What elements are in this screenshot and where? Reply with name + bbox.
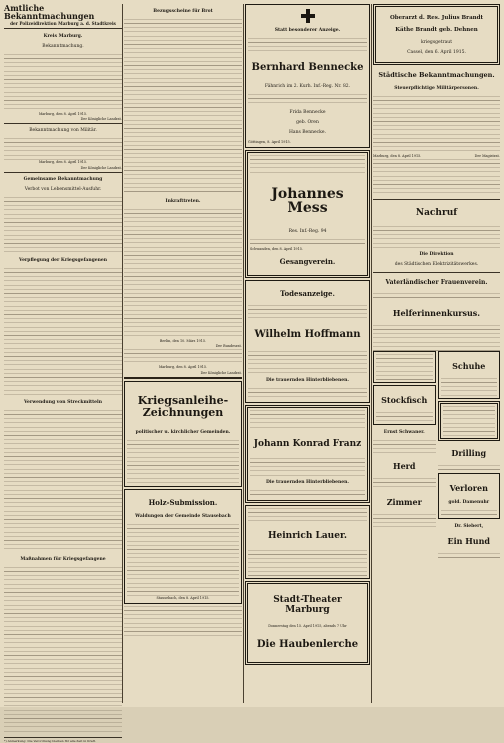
ad-lost bbox=[438, 473, 501, 519]
notice-body bbox=[248, 305, 367, 319]
body-text bbox=[373, 226, 500, 248]
wedding-place: Cassel, den 6. April 1915. bbox=[407, 49, 466, 55]
notice-body bbox=[250, 155, 365, 173]
ad-subtitle: politischer u. kirchlicher Gemeinden. bbox=[135, 429, 231, 435]
body-text bbox=[4, 410, 122, 552]
heading: Gemeinsame Bekanntmachung bbox=[23, 177, 103, 183]
war-loan-ad bbox=[124, 381, 242, 487]
ads-grid bbox=[373, 351, 500, 561]
ad-body bbox=[438, 553, 501, 561]
ad-title: Zimmer bbox=[386, 496, 422, 507]
death-notice-hoffmann bbox=[245, 280, 370, 403]
theater-ad bbox=[245, 581, 370, 664]
divider bbox=[4, 123, 122, 124]
ad-body bbox=[127, 440, 239, 484]
notice-body bbox=[248, 388, 367, 400]
ad-body bbox=[443, 406, 496, 436]
obituary-title: Nachruf bbox=[415, 207, 458, 218]
notice-sign: Die trauernden Hinterbliebenen. bbox=[266, 377, 349, 383]
notice-rank: Fähnrich im 2. Kurh. Inf.-Reg. Nr. 82. bbox=[264, 83, 351, 89]
ad-table bbox=[127, 524, 239, 596]
notice-body bbox=[248, 38, 367, 52]
family-member: Frida Bennecke bbox=[289, 110, 326, 115]
obituary-sign: des Städtischen Elektrizitätswerkes. bbox=[394, 262, 479, 268]
column-regulations bbox=[124, 4, 242, 703]
notice-head: Statt besonderer Anzeige. bbox=[274, 27, 341, 33]
ad-title: Kriegsanleihe-Zeichnungen bbox=[137, 393, 229, 419]
notice-body bbox=[250, 490, 365, 498]
notice-sign: Die trauernden Hinterbliebenen. bbox=[266, 480, 349, 486]
heading: Bekanntmachung von Militär. bbox=[29, 128, 97, 134]
heading: Bekanntmachung. bbox=[42, 43, 84, 49]
theater-play: Die Haubenlerche bbox=[256, 638, 359, 650]
ad-box bbox=[373, 351, 436, 383]
ad-title: Helferinnenkursus. bbox=[392, 308, 481, 319]
ad-body bbox=[438, 465, 501, 473]
notice-head: Todesanzeige. bbox=[280, 289, 335, 299]
ads-right bbox=[438, 351, 501, 561]
notice-body bbox=[250, 458, 365, 476]
ad-title: Stockfisch bbox=[381, 395, 428, 406]
obituary-sign: Die Direktion bbox=[419, 252, 454, 258]
divider bbox=[373, 272, 500, 273]
ad-title: Schuhe bbox=[452, 361, 486, 372]
heading: Verpflegung der Kriegsgefangenen bbox=[18, 257, 108, 263]
signature: Der Königliche Landrat. bbox=[200, 370, 242, 375]
ad-body bbox=[376, 354, 433, 380]
date: Marburg, den 8. April 1915. bbox=[158, 365, 208, 370]
date: Marburg, den 8. April 1915. bbox=[38, 111, 88, 116]
notice-body bbox=[248, 351, 367, 373]
ad-body bbox=[376, 412, 433, 422]
death-notice-bennecke bbox=[245, 4, 370, 148]
column-family-notices bbox=[245, 4, 370, 703]
ad-title: Ein Hund bbox=[447, 536, 491, 547]
notice-name: Wilhelm Hoffmann bbox=[254, 329, 361, 341]
heading: Verbot von Lebensmittel-Ausfuhr. bbox=[24, 187, 102, 193]
body-text bbox=[4, 268, 122, 396]
ad-name: Ernst Schwaner. bbox=[383, 429, 425, 435]
column-official-notices bbox=[4, 3, 122, 743]
death-notice-mess bbox=[245, 150, 370, 278]
signature: Der Königliche Landrat. bbox=[80, 116, 122, 121]
footnote: *) Anmerkung: Die Verordnung bleiben für alle Zeit in Kraft. bbox=[4, 738, 96, 743]
body-text bbox=[373, 325, 500, 351]
heading: Verwendung von Streckmitteln bbox=[23, 400, 103, 406]
column-rule bbox=[122, 4, 123, 703]
divider bbox=[4, 28, 122, 29]
column-ads bbox=[373, 4, 500, 703]
death-notice-franz bbox=[245, 405, 370, 504]
section-title: Städtische Bekanntmachungen. bbox=[378, 71, 495, 79]
body-text bbox=[373, 159, 500, 197]
heading: Inkrafttreten. bbox=[165, 199, 201, 204]
notice-place: Göttingen, 8. April 1915. bbox=[248, 140, 291, 144]
body-text bbox=[4, 138, 122, 160]
timber-auction-ad bbox=[124, 489, 242, 604]
wedding-sub: kriegsgetraut bbox=[420, 39, 453, 45]
body-text bbox=[373, 96, 500, 154]
body-text bbox=[124, 209, 242, 339]
heading: Bezugsscheine für Brot bbox=[153, 8, 213, 14]
body-text bbox=[124, 606, 242, 636]
ad-body bbox=[373, 514, 436, 530]
ad-title: Verloren bbox=[449, 483, 488, 494]
ads-left bbox=[373, 351, 436, 561]
ad-title: Vaterländischer Frauenverein. bbox=[385, 279, 488, 287]
heading: Maßnahmen für Kriegsgefangene bbox=[20, 556, 106, 562]
notice-place: Schwanden, den 8. April 1915. bbox=[250, 247, 303, 252]
heading: Steuerpflichtige Militärpersonen. bbox=[394, 85, 479, 91]
date: Marburg, den 8. April 1915. bbox=[373, 153, 422, 158]
notice-body bbox=[250, 410, 365, 430]
notice-body bbox=[250, 239, 365, 247]
theater-title: Stadt-Theater Marburg bbox=[273, 595, 342, 616]
ad-box bbox=[438, 401, 501, 441]
body-text bbox=[4, 567, 122, 735]
wedding-notice bbox=[373, 4, 500, 65]
body-text bbox=[4, 54, 122, 112]
iron-cross-icon bbox=[301, 9, 315, 23]
couple-name: Käthe Brandt geb. Dehnen bbox=[395, 27, 478, 33]
column-rule bbox=[243, 4, 244, 703]
signature: Der Magistrat. bbox=[474, 153, 500, 158]
notice-body bbox=[248, 94, 367, 106]
ad-schuhe bbox=[438, 351, 501, 399]
body-text bbox=[124, 349, 242, 365]
notice-name: Heinrich Lauer. bbox=[268, 531, 347, 542]
signature: Der Königliche Landrat. bbox=[80, 165, 122, 170]
ad-body bbox=[441, 510, 498, 516]
section-subtitle: der Polizeidirektion Marburg a. d. Stadtkreis bbox=[10, 21, 116, 26]
date: Marburg, den 8. April 1915. bbox=[38, 160, 88, 165]
notice-name: Johannes Mess bbox=[271, 186, 344, 217]
divider bbox=[4, 172, 122, 173]
notice-name: Bernhard Bennecke bbox=[251, 61, 364, 73]
theater-date: Donnerstag den 15. April 1915, abends 7 Uhr bbox=[268, 624, 347, 629]
divider bbox=[4, 737, 122, 738]
body-text bbox=[124, 19, 242, 195]
ad-body bbox=[373, 478, 436, 490]
heading: Kreis Marburg. bbox=[43, 33, 83, 39]
ad-name: Dr. Siebert, bbox=[454, 523, 484, 529]
notice-body bbox=[248, 508, 367, 522]
column-rule bbox=[371, 4, 372, 703]
notice-club: Gesangverein. bbox=[279, 257, 336, 267]
section-title: Amtliche Bekanntmachungen bbox=[4, 3, 95, 21]
notice-name: Johann Konrad Franz bbox=[253, 438, 362, 449]
ad-body bbox=[441, 378, 498, 396]
family-member: geb. Oren bbox=[296, 120, 319, 125]
date: Stausebach, den 8. April 1915. bbox=[156, 595, 210, 600]
body-text bbox=[4, 197, 122, 253]
notice-rank: Res. Inf.-Reg. 94 bbox=[288, 229, 327, 235]
death-notice-lauer bbox=[245, 505, 370, 579]
ad-body bbox=[373, 440, 436, 454]
signature: Der Bundesrat. bbox=[215, 344, 242, 349]
ad-title: Herd bbox=[393, 460, 416, 471]
body-text bbox=[373, 293, 500, 301]
ad-stockfisch bbox=[373, 385, 436, 425]
notice-body bbox=[248, 550, 367, 576]
divider bbox=[373, 199, 500, 200]
ad-subtitle: Waldungen der Gemeinde Stausebach bbox=[135, 513, 231, 519]
ad-title: Drilling bbox=[451, 448, 487, 459]
family-member: Hans Bennecke. bbox=[288, 130, 326, 135]
ad-title: Holz-Submission. bbox=[148, 497, 218, 507]
ad-sub: gold. Damenuhr bbox=[448, 500, 490, 506]
couple-name: Oberarzt d. Res. Julius Brandt bbox=[389, 14, 484, 21]
date: Berlin, den 10. März 1915. bbox=[159, 339, 207, 343]
divider bbox=[124, 377, 242, 379]
